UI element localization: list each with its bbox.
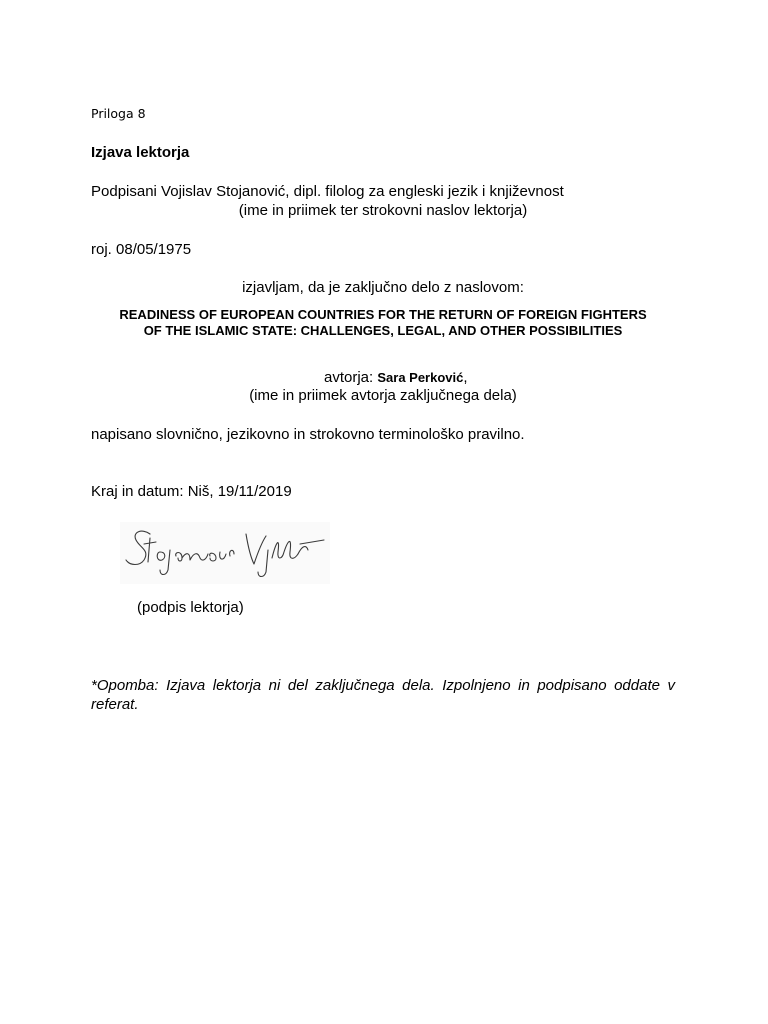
signed-hint: (ime in priimek ter strokovni naslov lektorja) (238, 202, 528, 219)
birth-date: roj. 08/05/1975 (91, 241, 192, 258)
author-prefix: avtorja: (324, 369, 378, 386)
footnote: *Opomba: Izjava lektorja ni del zaključnega dela. Izpolnjeno in podpisano oddate v referat. (91, 677, 675, 713)
signature-image (120, 522, 330, 584)
thesis-title (91, 307, 675, 339)
signed-statement: Podpisani Vojislav Stojanović, dipl. filolog za engleski jezik i književnost (91, 183, 564, 200)
thesis-title-line-2: OF THE ISLAMIC STATE: CHALLENGES, LEGAL, AND OTHER POSSIBILITIES (143, 323, 623, 338)
declare-statement: izjavljam, da je zaključno delo z naslovom: (242, 279, 524, 296)
attachment-label: Priloga 8 (91, 106, 146, 121)
author-hint: (ime in priimek avtorja zaključnega dela) (249, 387, 517, 404)
handwritten-signature (120, 522, 330, 584)
signature-hint: (podpis lektorja) (137, 599, 244, 616)
author-line (324, 369, 468, 387)
written-statement: napisano slovnično, jezikovno in strokovno terminološko pravilno. (91, 426, 525, 443)
thesis-title-line-1: READINESS OF EUROPEAN COUNTRIES FOR THE RETURN OF FOREIGN FIGHTERS (119, 307, 647, 322)
author-suffix: , (463, 369, 468, 386)
author-name: Sara Perković (377, 370, 464, 385)
place-date: Kraj in datum: Niš, 19/11/2019 (91, 483, 292, 500)
document-heading: Izjava lektorja (91, 144, 190, 161)
